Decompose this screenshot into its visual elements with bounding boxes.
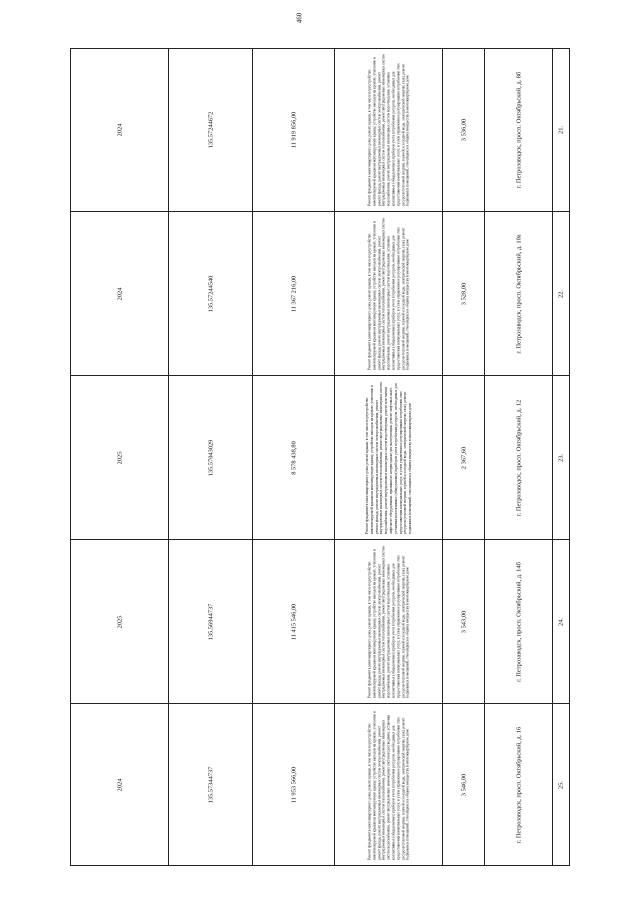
address-value: г. Петрозаводск, просп. Октябрьский, д. 10а xyxy=(515,233,522,354)
area-value: 2 367,60 xyxy=(460,446,467,469)
table-row xyxy=(71,212,569,376)
year-value: 2024 xyxy=(116,123,123,137)
page-number: 460 xyxy=(295,12,304,24)
cell-address xyxy=(485,49,553,211)
work-description: Ремонт фундамента многоквартирного дома, ремонт крыши, в том числе переустройство невентилируемой крыши на вентилируемую крышу, устройство выходов на кровлю, утепление и ремонт фасада, ремонт внутридомовых инженерных систем электроснабжения, ремонт внутридомовых инженерных систем теплоснабжения, ремонт внутридомовых инженерных систем водоснабжения, ремонт внутридомовых инженерных систем водоотведения, ремонт или замена лифтового оборудования, признанного непригодным для эксплуатации, ремонт лифтовых шахт, установка коллективных (общедомовых) приборов учета потребления ресурсов, необходимых для предоставления коммунальных услуг, и узлов управления и регулирования потребления этих ресурсов (тепловой энергии, горячей и холодной воды, электрической энергии, газа), ремонт подвальных помещений, относящихся к общему имуществу в многоквартирном доме xyxy=(364,381,412,534)
per-unit-value: 135.57244672 xyxy=(207,111,214,149)
repair-schedule-table xyxy=(70,48,570,866)
area-value: 3 546,00 xyxy=(460,773,467,796)
cell-cost xyxy=(253,376,335,539)
work-description: Ремонт фундамента многоквартирного дома, ремонт крыши, в том числе переустройство невентилируемой крыши на вентилируемую крышу, устройство выходов на кровлю, утепление и ремонт фасада, ремонт внутридомовых инженерных систем электроснабжения, ремонт внутридомовых инженерных систем теплоснабжения, ремонт внутридомовых инженерных систем водоснабжения, ремонт внутридомовых инженерных систем водоотведения, установка коллективных (общедомовых) приборов учета потребления ресурсов, необходимых для предоставления коммунальных услуг, и узлов управления и регулирования потребления этих ресурсов (тепловой энергии, горячей и холодной воды, электрической энергии, газа), ремонт подвальных помещений, относящихся к общему имуществу в многоквартирном доме xyxy=(366,54,410,206)
cost-value: 11 919 856,00 xyxy=(290,111,297,149)
cost-value: 8 578 438,80 xyxy=(290,440,297,475)
cost-value: 11 415 546,00 xyxy=(290,603,297,640)
cell-number xyxy=(553,49,569,211)
cell-per-unit xyxy=(169,49,253,211)
cell-per-unit xyxy=(169,212,253,375)
cell-year xyxy=(71,212,169,375)
per-unit-value: 135.57244540 xyxy=(207,275,214,312)
cell-number xyxy=(553,376,569,539)
per-unit-value: 135.57043029 xyxy=(207,439,214,476)
work-description: Ремонт фундамента многоквартирного дома, ремонт крыши, в том числе переустройство невентилируемой крыши на вентилируемую крышу, устройство выходов на кровлю, утепление и ремонт фасада, ремонт внутридомовых инженерных систем электроснабжения, ремонт внутридомовых инженерных систем теплоснабжения, ремонт внутридомовых инженерных систем водоснабжения, ремонт внутридомовых инженерных систем водоотведения, установка коллективных (общедомовых) приборов учета потребления ресурсов, необходимых для предоставления коммунальных услуг, и узлов управления и регулирования потребления этих ресурсов (тепловой энергии, горячей и холодной воды, электрической энергии, газа), ремонт подвальных помещений, относящихся к общему имуществу в многоквартирном доме xyxy=(366,710,410,860)
per-unit-value: 135.57344737 xyxy=(207,766,214,803)
cell-cost xyxy=(253,212,335,375)
row-number: 25. xyxy=(557,780,565,789)
cell-description xyxy=(335,540,443,703)
year-value: 2024 xyxy=(116,778,123,791)
cell-number xyxy=(553,704,569,865)
work-description: Ремонт фундамента многоквартирного дома, ремонт крыши, в том числе переустройство невентилируемой крыши на вентилируемую крышу, устройство выходов на кровлю, утепление и ремонт фасада, ремонт внутридомовых инженерных систем электроснабжения, ремонт внутридомовых инженерных систем теплоснабжения, ремонт внутридомовых инженерных систем водоснабжения, ремонт внутридомовых инженерных систем водоотведения, установка коллективных (общедомовых) приборов учета потребления ресурсов, необходимых для предоставления коммунальных услуг, и узлов управления и регулирования потребления этих ресурсов (тепловой энергии, горячей и холодной воды, электрической энергии, газа), ремонт подвальных помещений, относящихся к общему имуществу в многоквартирном доме xyxy=(366,545,410,698)
cell-area xyxy=(443,704,485,865)
cell-per-unit xyxy=(169,376,253,539)
area-value: 3 536,00 xyxy=(460,118,467,142)
cell-address xyxy=(485,704,553,865)
cell-address xyxy=(485,540,553,703)
cell-area xyxy=(443,49,485,211)
cell-number xyxy=(553,540,569,703)
table-row xyxy=(71,376,569,540)
cell-address xyxy=(485,212,553,375)
cell-year xyxy=(71,704,169,865)
row-number: 24. xyxy=(557,617,565,626)
cost-value: 11 367 216,00 xyxy=(290,275,297,312)
address-value: г. Петрозаводск, просп. Октябрьский, д. 12 xyxy=(515,399,522,516)
row-number: 23. xyxy=(557,453,565,462)
year-value: 2025 xyxy=(116,615,123,628)
cell-description xyxy=(335,376,443,539)
cell-year xyxy=(71,540,169,703)
cell-description xyxy=(335,49,443,211)
cell-cost xyxy=(253,704,335,865)
address-value: г. Петрозаводск, просп. Октябрьский, д. 8б xyxy=(515,71,522,189)
row-number: 22. xyxy=(557,289,565,298)
cell-cost xyxy=(253,49,335,211)
cell-description xyxy=(335,212,443,375)
cell-number xyxy=(553,212,569,375)
cell-per-unit xyxy=(169,540,253,703)
area-value: 3 528,00 xyxy=(460,282,467,305)
table-row xyxy=(71,540,569,704)
table-row xyxy=(71,704,569,865)
cell-address xyxy=(485,376,553,539)
cell-year xyxy=(71,49,169,211)
work-description: Ремонт фундамента многоквартирного дома, ремонт крыши, в том числе переустройство невентилируемой крыши на вентилируемую крышу, устройство выходов на кровлю, утепление и ремонт фасада, ремонт внутридомовых инженерных систем электроснабжения, ремонт внутридомовых инженерных систем теплоснабжения, ремонт внутридомовых инженерных систем водоснабжения, ремонт внутридомовых инженерных систем водоотведения, установка коллективных (общедомовых) приборов учета потребления ресурсов, необходимых для предоставления коммунальных услуг, и узлов управления и регулирования потребления этих ресурсов (тепловой энергии, горячей и холодной воды, электрической энергии, газа), ремонт подвальных помещений, относящихся к общему имуществу в многоквартирном доме xyxy=(366,217,410,370)
cell-cost xyxy=(253,540,335,703)
cell-area xyxy=(443,540,485,703)
per-unit-value: 135.56944737 xyxy=(207,603,214,640)
cost-value: 11 953 566,00 xyxy=(290,766,297,803)
year-value: 2024 xyxy=(116,287,123,300)
table-row xyxy=(71,49,569,212)
cell-description xyxy=(335,704,443,865)
year-value: 2025 xyxy=(116,451,123,464)
address-value: г. Петрозаводск, просп. Октябрьский, д. 16 xyxy=(515,726,522,843)
cell-year xyxy=(71,376,169,539)
cell-area xyxy=(443,212,485,375)
address-value: г. Петрозаводск, просп. Октябрьский, д. 14б xyxy=(515,561,522,682)
cell-per-unit xyxy=(169,704,253,865)
area-value: 3 543,00 xyxy=(460,610,467,633)
row-number: 21. xyxy=(557,126,565,134)
cell-area xyxy=(443,376,485,539)
